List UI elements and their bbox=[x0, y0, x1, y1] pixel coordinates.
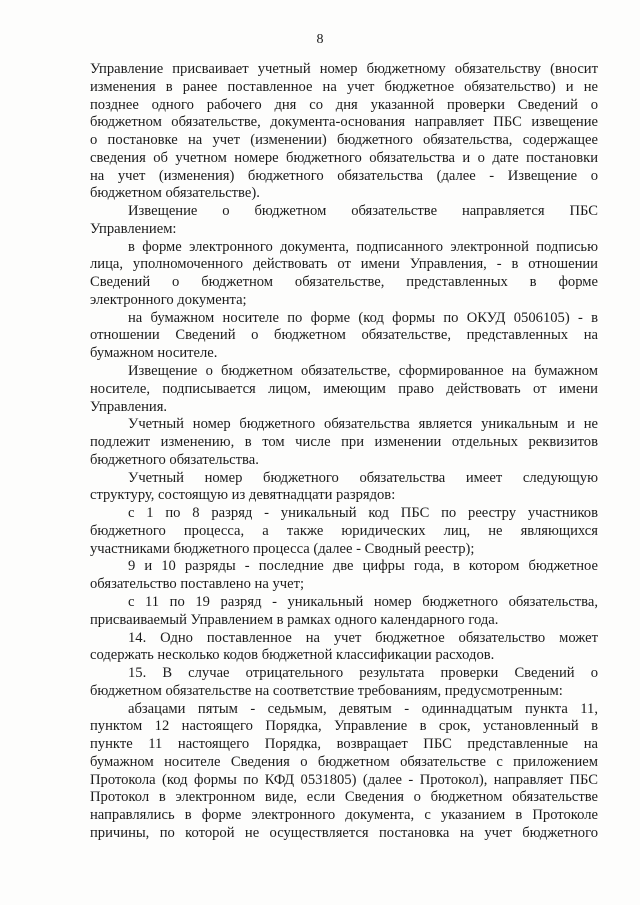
text-line: содержать несколько кодов бюджетной классификации расходов. bbox=[90, 647, 495, 664]
text-line: о постановке на учет (изменении) бюджетного обязательства, содержащее bbox=[90, 132, 598, 149]
text-line: структуру, состоящую из девятнадцати разрядов: bbox=[90, 487, 396, 504]
text-line: носителе, подписывается лицом, имеющим право действовать от имени bbox=[90, 380, 598, 397]
text-line: бумажном носителе. bbox=[90, 345, 218, 362]
text-line: пунктом 12 настоящего Порядка, Управление в срок, установленный в bbox=[90, 718, 598, 735]
text-line: участниками бюджетного процесса (далее - Сводный реестр); bbox=[90, 540, 475, 557]
text-line: с 11 по 19 разряд - уникальный номер бюджетного обязательства, bbox=[128, 593, 598, 610]
text-line: 15. В случае отрицательного результата проверки Сведений о bbox=[128, 665, 598, 682]
text-line: на учет (изменения) бюджетного обязательства (далее - Извещение о bbox=[90, 167, 598, 184]
text-line: абзацами пятым - седьмым, девятым - одиннадцатым пункта 11, bbox=[128, 700, 598, 717]
page-number: 8 bbox=[316, 32, 324, 47]
text-line: электронного документа; bbox=[90, 291, 247, 308]
text-line: пункте 11 настоящего Порядка, возвращает ПБС представленные на bbox=[90, 736, 598, 753]
text-line: бюджетном обязательстве). bbox=[90, 185, 260, 202]
text-line: направлялись в форме электронного документа, с указанием в Протоколе bbox=[90, 807, 598, 824]
text-line: на бумажном носителе по форме (код формы по ОКУД 0506105) - в bbox=[128, 309, 598, 326]
text-line: бюджетном обязательстве, документа-основания направляет ПБС извещение bbox=[90, 114, 598, 131]
text-line: обязательство поставлено на учет; bbox=[90, 576, 304, 593]
text-line: Управление присваивает учетный номер бюджетному обязательству (вносит bbox=[90, 61, 598, 77]
text-line: бюджетного процесса, а также юридических лиц, не являющихся bbox=[90, 522, 598, 539]
text-line: в форме электронного документа, подписанного электронной подписью bbox=[128, 238, 598, 255]
text-line: 14. Одно поставленное на учет бюджетное обязательство может bbox=[128, 629, 598, 646]
text-line: Управлением: bbox=[90, 220, 177, 237]
text-line: сведения об учетном номере бюджетного обязательства и о дате постановки bbox=[90, 149, 598, 166]
text-line: бумажном носителе Сведения о бюджетном обязательстве с приложением bbox=[90, 753, 598, 770]
text-line: причины, по которой не осуществляется постановка на учет бюджетного bbox=[90, 824, 598, 841]
text-line: присваиваемый Управлением в рамках одного календарного года. bbox=[90, 611, 499, 628]
text-line: с 1 по 8 разряд - уникальный код ПБС по реестру участников bbox=[128, 505, 598, 522]
text-line: Учетный номер бюджетного обязательства имеет следующую bbox=[128, 469, 598, 486]
text-line: отношении Сведений о бюджетном обязательстве, представленных на bbox=[90, 327, 598, 344]
text-line: позднее одного рабочего дня со дня указанной проверки Сведений о bbox=[90, 96, 598, 113]
text-line: бюджетного обязательства. bbox=[90, 451, 259, 468]
text-line: 9 и 10 разряды - последние две цифры года, в котором бюджетное bbox=[128, 558, 598, 575]
text-line: Протокола (код формы по КФД 0531805) (далее - Протокол), направляет ПБС bbox=[90, 771, 598, 788]
text-line: Сведений о бюджетном обязательстве, представленных в форме bbox=[90, 274, 598, 291]
text-line: Извещение о бюджетном обязательстве направляется ПБС bbox=[128, 203, 598, 220]
text-line: Управления. bbox=[90, 398, 168, 415]
text-line: Учетный номер бюджетного обязательства является уникальным и не bbox=[128, 416, 598, 433]
text-line: изменения в ранее поставленное на учет бюджетное обязательство) и не bbox=[90, 78, 598, 95]
text-line: Извещение о бюджетном обязательстве, сформированное на бумажном bbox=[128, 363, 598, 380]
text-line: лица, уполномоченного действовать от имени Управления, - в отношении bbox=[90, 256, 598, 273]
text-line: подлежит изменению, в том числе при изменении отдельных реквизитов bbox=[90, 434, 598, 451]
document-body bbox=[90, 61, 598, 843]
text-line: Протокол в электронном виде, если Сведения о бюджетном обязательстве bbox=[90, 789, 598, 806]
text-line: бюджетном обязательстве на соответствие требованиям, предусмотренным: bbox=[90, 682, 563, 699]
